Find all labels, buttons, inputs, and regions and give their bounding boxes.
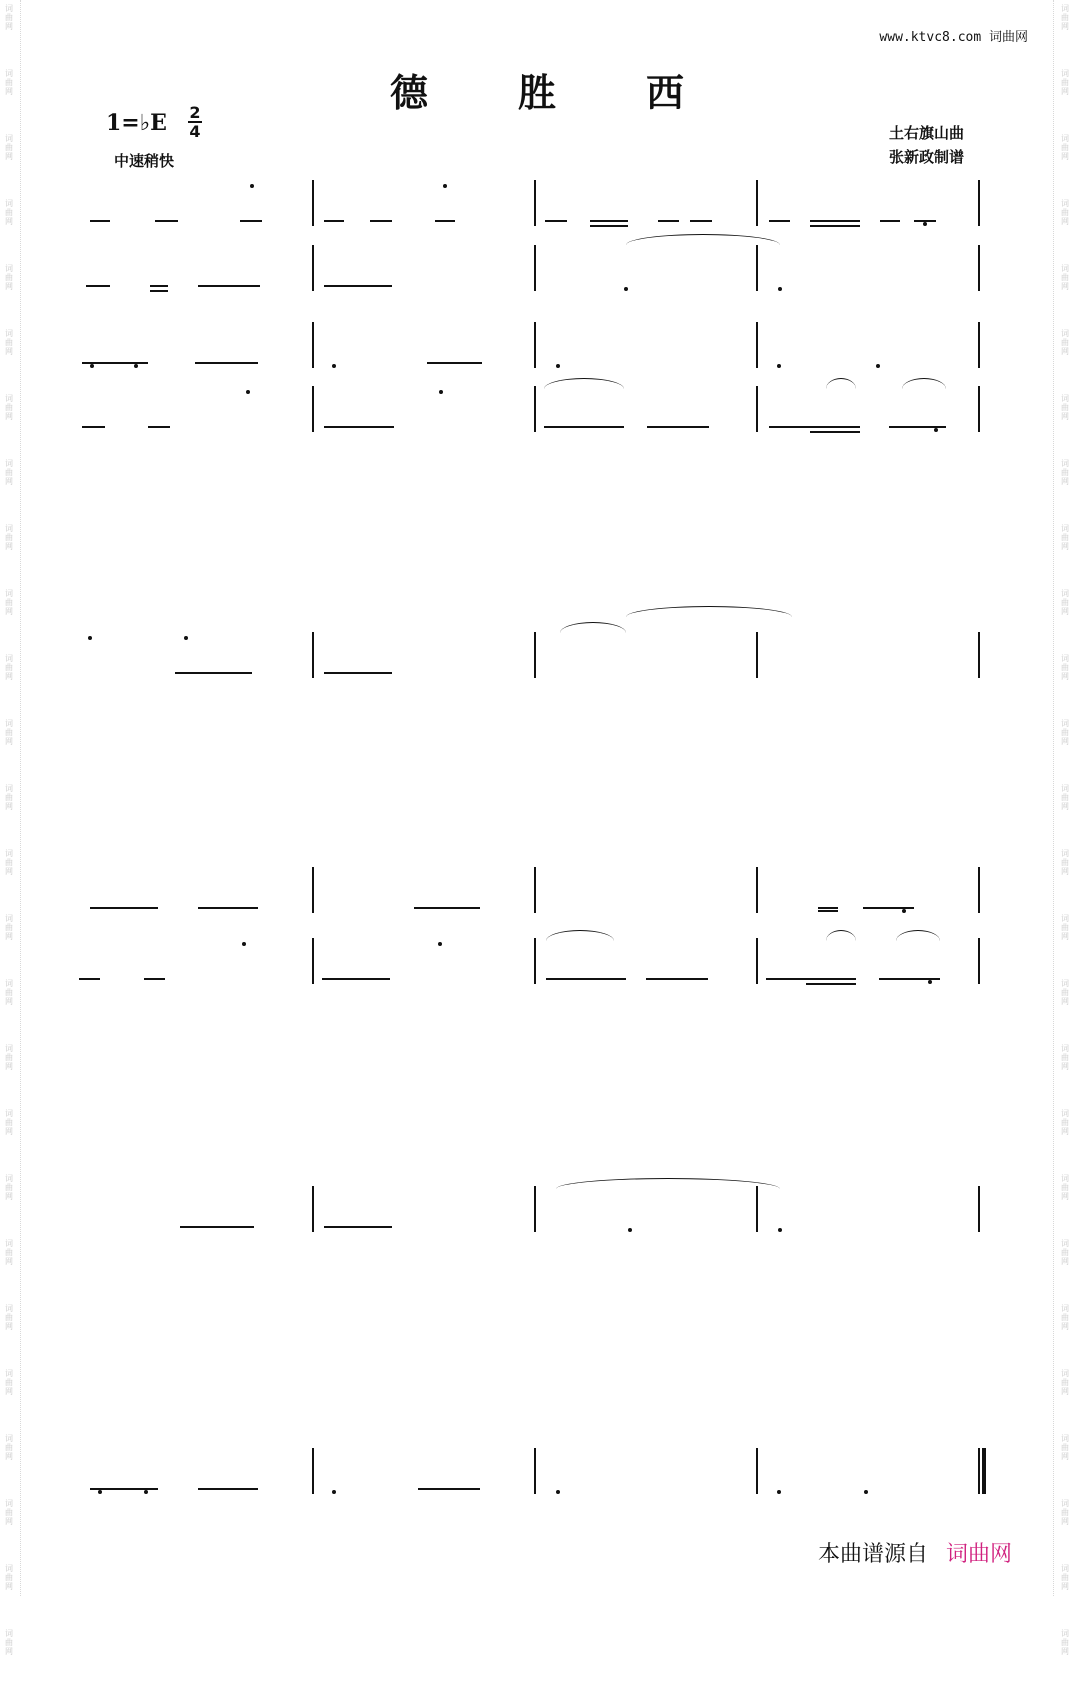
octave-dot-low [902, 909, 906, 913]
time-signature-top: 2 [189, 103, 201, 122]
footer-source [818, 1537, 1012, 1568]
song-title: 德胜西 [389, 70, 774, 115]
beam-underline [82, 426, 105, 428]
barline [756, 322, 758, 368]
slur-tie [556, 1178, 780, 1189]
octave-dot-high [250, 184, 254, 188]
beam-underline [646, 978, 708, 980]
barline [756, 867, 758, 913]
beam-underline [82, 362, 148, 364]
barline [312, 632, 314, 678]
footer-source-text: 本曲谱源自 [817, 1542, 928, 1567]
octave-dot-high [246, 390, 250, 394]
barline [978, 322, 980, 368]
time-signature-bottom: 4 [189, 122, 201, 141]
beam-underline-2 [150, 290, 168, 292]
octave-dot-low [778, 1228, 782, 1232]
right-watermark-strip: 词 曲 网 词 曲 网 词 曲 网 词 曲 网 词 曲 网 词 曲 网 词 曲 网 词 曲 网 词 曲 网 词 曲 网 词 曲 网 词 曲 网 词 曲 网 词 曲 网 词 曲 网 词 曲 网 词 曲 网 词 曲 网 词 曲 网 词 曲 网 词 曲 网 词 曲 网 词 曲 网 词 曲 网 词 曲 网 词 曲 网 [1061, 4, 1069, 1656]
beam-underline [818, 907, 838, 909]
slur-tie [560, 622, 626, 633]
beam-underline [914, 220, 936, 222]
octave-dot-low [556, 364, 560, 368]
slur-tie [826, 930, 856, 941]
beam-underline [198, 907, 258, 909]
barline [756, 1186, 758, 1232]
beam-underline [198, 285, 260, 287]
slur-tie [626, 606, 792, 617]
tempo-marking: 中速稍快 [114, 152, 175, 170]
octave-dot-high [443, 184, 447, 188]
octave-dot-low [144, 1490, 148, 1494]
octave-dot-low [777, 1490, 781, 1494]
barline [312, 867, 314, 913]
beam-underline [175, 672, 252, 674]
beam-underline [144, 978, 165, 980]
beam-underline-2 [806, 983, 856, 985]
octave-dot-low [98, 1490, 102, 1494]
barline [312, 180, 314, 226]
beam-underline [90, 220, 110, 222]
barline [312, 938, 314, 984]
barline [978, 386, 980, 432]
beam-underline-2 [810, 225, 860, 227]
beam-underline [769, 220, 790, 222]
octave-dot-low [628, 1228, 632, 1232]
beam-underline [86, 285, 110, 287]
left-watermark-strip: 词 曲 网 词 曲 网 词 曲 网 词 曲 网 词 曲 网 词 曲 网 词 曲 网 词 曲 网 词 曲 网 词 曲 网 词 曲 网 词 曲 网 词 曲 网 词 曲 网 词 曲 网 词 曲 网 词 曲 网 词 曲 网 词 曲 网 词 曲 网 词 曲 网 词 曲 网 词 曲 网 词 曲 网 词 曲 网 词 曲 网 [5, 4, 13, 1656]
beam-underline [546, 978, 626, 980]
beam-underline [544, 426, 624, 428]
beam-underline [766, 978, 856, 980]
barline [312, 245, 314, 291]
barline [756, 1448, 758, 1494]
barline [534, 1186, 536, 1232]
beam-underline [889, 426, 946, 428]
beam-underline [324, 220, 344, 222]
octave-dot-high [438, 942, 442, 946]
barline [534, 867, 536, 913]
beam-underline [879, 978, 940, 980]
barline [534, 245, 536, 291]
beam-underline-2 [810, 431, 860, 433]
octave-dot-low [332, 364, 336, 368]
beam-underline [198, 1488, 258, 1490]
beam-underline [810, 220, 860, 222]
octave-dot-low [928, 980, 932, 984]
octave-dot-low [923, 222, 927, 226]
barline [978, 180, 980, 226]
beam-underline-2 [818, 910, 838, 912]
barline [978, 632, 980, 678]
credit-arranger: 张新政制谱 [888, 148, 964, 166]
barline [534, 938, 536, 984]
barline [978, 867, 980, 913]
beam-underline [370, 220, 392, 222]
beam-underline-2 [590, 225, 628, 227]
final-barline [982, 1448, 986, 1494]
barline [312, 322, 314, 368]
slur-tie [902, 378, 946, 389]
barline [534, 1448, 536, 1494]
beam-underline [690, 220, 712, 222]
beam-underline [880, 220, 900, 222]
beam-underline [150, 285, 168, 287]
octave-dot-low [864, 1490, 868, 1494]
credit-origin: 土右旗山曲 [888, 124, 964, 142]
left-guide-line [20, 0, 21, 1596]
beam-underline [180, 1226, 254, 1228]
octave-dot-low [777, 364, 781, 368]
right-guide-line [1053, 0, 1054, 1596]
site-watermark: www.ktvc8.com 词曲网 [879, 30, 1028, 45]
octave-dot-low [556, 1490, 560, 1494]
beam-underline [590, 220, 628, 222]
beam-underline [435, 220, 455, 222]
barline [756, 245, 758, 291]
octave-dot-low [134, 364, 138, 368]
barline [534, 180, 536, 226]
barline [534, 322, 536, 368]
octave-dot-low [332, 1490, 336, 1494]
time-signature [188, 104, 202, 140]
barline [756, 632, 758, 678]
beam-underline [240, 220, 262, 222]
slur-tie [546, 930, 614, 941]
octave-dot-low [778, 287, 782, 291]
beam-underline [322, 978, 390, 980]
slur-tie [896, 930, 940, 941]
barline [978, 1448, 980, 1494]
octave-dot-low [876, 364, 880, 368]
barline [312, 1186, 314, 1232]
octave-dot-high [88, 636, 92, 640]
slur-tie [626, 234, 780, 245]
beam-underline [418, 1488, 480, 1490]
octave-dot-high [242, 942, 246, 946]
barline [312, 386, 314, 432]
barline [756, 386, 758, 432]
beam-underline [324, 285, 392, 287]
beam-underline [324, 426, 394, 428]
footer-brand[interactable]: 词曲网 [945, 1542, 1012, 1567]
beam-underline [658, 220, 679, 222]
barline [978, 938, 980, 984]
beam-underline [148, 426, 170, 428]
barline [978, 245, 980, 291]
beam-underline [90, 907, 158, 909]
barline [534, 632, 536, 678]
barline [978, 1186, 980, 1232]
beam-underline [79, 978, 100, 980]
beam-underline [545, 220, 567, 222]
beam-underline [769, 426, 860, 428]
beam-underline [324, 672, 392, 674]
beam-underline [155, 220, 178, 222]
octave-dot-low [624, 287, 628, 291]
barline [312, 1448, 314, 1494]
octave-dot-high [439, 390, 443, 394]
beam-underline [863, 907, 914, 909]
key-signature: 1=♭E [106, 110, 167, 136]
beam-underline [324, 1226, 392, 1228]
beam-underline [90, 1488, 158, 1490]
beam-underline [195, 362, 258, 364]
barline [756, 938, 758, 984]
octave-dot-low [90, 364, 94, 368]
beam-underline [427, 362, 482, 364]
barline [534, 386, 536, 432]
barline [756, 180, 758, 226]
octave-dot-low [934, 428, 938, 432]
slur-tie [544, 378, 624, 389]
octave-dot-high [184, 636, 188, 640]
beam-underline [647, 426, 709, 428]
beam-underline [414, 907, 480, 909]
slur-tie [826, 378, 856, 389]
